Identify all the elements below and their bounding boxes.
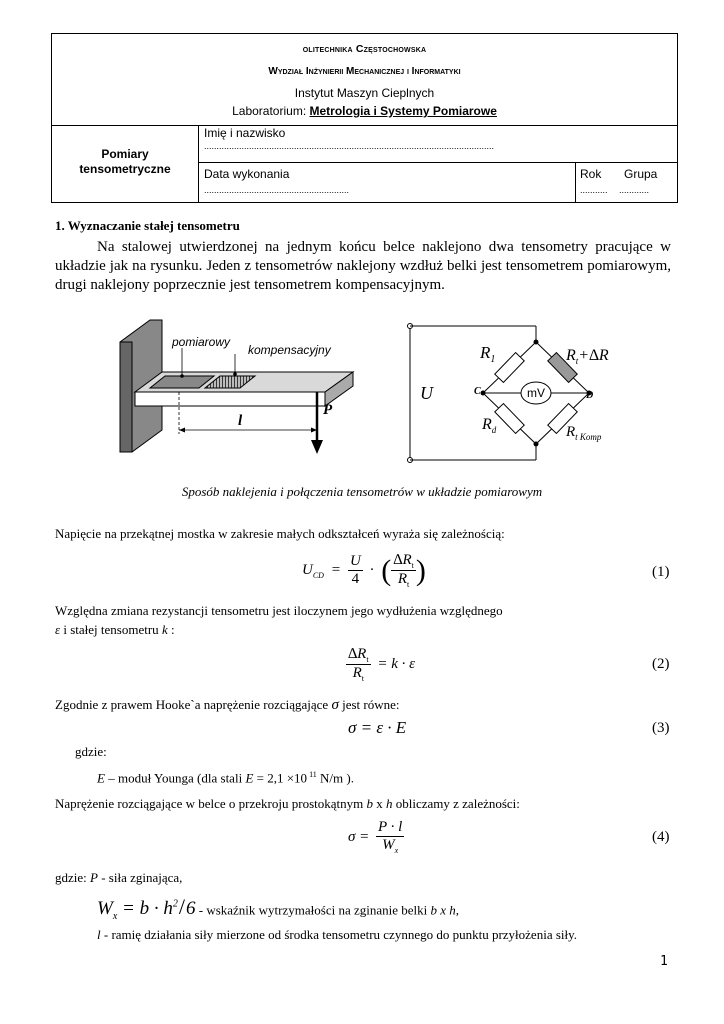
eq5-sub-x: x [112,911,118,923]
equation-number-1: (1) [652,564,670,580]
l-symbol: l [97,927,101,942]
eq2-sub-t1: t [366,655,369,664]
text-beam-stress-start: Naprężenie rozciągające w belce o przekroju prostokątnym [55,796,367,811]
young-unit: N/m ). [316,770,354,786]
equation-2 [346,646,415,683]
date-field[interactable]: .......................................................... [204,185,350,195]
exercise-title-line2: tensometryczne [79,162,171,176]
young-text: – moduł Younga (dla stali [104,770,246,786]
P-symbol: P [90,870,98,885]
eq1-den-4: 4 [351,571,360,587]
label-compensating: kompensacyjny [248,343,331,357]
eq1-sub-t2: t [407,580,410,589]
year-field[interactable]: ........... [580,185,608,195]
university-name: olitechnika Częstochowska [302,43,427,55]
eq1-num-U: U [349,553,361,569]
page-number: 1 [660,954,668,969]
equation-1: $U_{CD}$ = $\frac{U}{4}$ · ( $\frac{\Delta R_t}{R_t}$ ) [302,552,426,589]
eq4-sub-x: x [394,846,399,855]
text-bridge-voltage: Napięcie na przekątnej mostka w zakresie małych odkształceń wyraża się zależnością: [55,526,505,541]
resistor-Rd [495,404,524,434]
exercise-title-cell [52,125,199,202]
young-E: E [97,770,105,786]
sigma-symbol: σ [331,697,339,713]
name-field[interactable]: .................................................................................................................... [204,141,495,151]
label-Rt-komp: $R_{t Komp}$ [566,424,602,442]
eq5-formula: $W_x = b \cdot h^2/6$ [97,894,196,923]
eq1-Rt: R [397,571,408,587]
eq1-dR: ∆R [393,552,412,568]
b-symbol: b [366,796,373,811]
force-arrow [311,440,323,454]
name-label: Imię i nazwisko [204,126,286,140]
text-hooke [55,697,400,714]
year-label: Rok [580,167,602,181]
text-strain-constant [55,622,175,638]
eq1-U: U [302,561,313,578]
faculty-name: Wydział Inżynierii Mechanicznej i Informatyki [268,66,461,77]
section-heading: 1. Wyznaczanie stałej tensometru [55,218,240,233]
label-C: C [474,386,481,397]
eq2-sub-t2: t [361,674,364,683]
resistor-R1 [495,353,524,383]
text-arm-def [97,927,577,943]
header-table [51,33,678,203]
institute-name: Instytut Maszyn Cieplnych [294,86,435,100]
text-beam-stress [55,796,520,812]
label-Rd: $R_d$ [482,416,497,435]
label-R1: $R_1$ [480,343,496,365]
label-U: U [420,383,433,403]
date-row [199,163,677,202]
lab-name: Metrologia i Systemy Pomiarowe [309,104,497,118]
strain-gauge-figure [110,312,620,472]
eq5-six: 6 [185,898,196,920]
equation-number-2: (2) [652,656,670,672]
text-hooke-end: jest równe: [338,697,400,712]
equation-number-4: (4) [652,829,670,845]
eq2-rhs: = k · ε [377,656,416,672]
group-label: Grupa [624,167,658,181]
eps-symbol: ε [55,622,61,637]
lab-line [52,104,677,118]
label-l: l [238,413,243,429]
text-young-modulus [97,770,354,786]
x-symbol: x [373,796,386,811]
exercise-title-line1: Pomiary [101,147,149,161]
young-exponent: 11 [307,770,317,779]
k-symbol: k [161,622,168,637]
eq1-dot: · [369,562,375,578]
young-E2: E [245,770,254,786]
label-mV: mV [527,386,545,400]
header-title-block [52,34,677,126]
figure-caption: Sposób naklejenia i połączenia tensometrów w układzie pomiarowym [181,484,543,499]
eq5-exp: 2 [172,899,178,910]
text-strain-constant-mid: i stałej tensometru [60,622,162,637]
date-label: Data wykonania [204,167,290,181]
lab-prefix: Laboratorium: [232,104,307,118]
label-measuring: pomiarowy [172,335,231,349]
group-field[interactable]: ............ [619,185,650,195]
name-row [199,125,677,163]
l-description: - ramię działania siły mierzone od środka tensometru czynnego do punktu przyłożenia siły. [100,927,578,942]
label-D: D [586,390,594,401]
text-relative-change: Względna zmiana rezystancji tensometru jest iloczynem jego wydłużenia względnego [55,603,503,618]
bridge-circuit [408,324,592,463]
eq1-equals: = [331,562,341,578]
cell-divider [575,163,576,202]
W-description: - wskaźnik wytrzymałości na zginanie belki [195,902,431,918]
gdzie2: gdzie: [55,870,91,885]
equation-4 [348,819,404,855]
eq4-W: W [382,837,395,853]
young-value: = 2,1 ×10 [253,770,308,786]
text-beam-stress-end: obliczamy z zależności: [392,796,520,811]
intro-paragraph: Na stalowej utwierdzonej na jednym końcu belce naklejono dwa tensometry pracujące w układzie jak na rysunku. Jeden z tensometrów naklejony wzdłuż belki jest tensometrem pomiarowym, drugi naklejony poprzecznie jest tensometrem kompensacyjnym. [55,239,671,293]
text-force-def [55,870,182,886]
eq5-W: W [97,898,113,920]
P-description: - siła zginająca, [97,870,183,885]
label-P: P [323,402,333,418]
equation-number-3: (3) [652,720,670,736]
text-gdzie: gdzie: [75,744,107,759]
eq2-dR: ∆R [348,646,367,662]
text-section-modulus [97,892,460,923]
eq1-sub-t1: t [411,561,414,570]
eq1-sub-CD: CD [312,570,324,580]
text-strain-constant-end: : [167,622,175,637]
eq4-sigma: σ = [348,828,370,845]
text-hooke-start: Zgodnie z prawem Hooke`a naprężenie rozciągające [55,697,332,712]
label-Rt-dR: $R_t+\Delta R$ [566,347,609,366]
W-bh: b x h, [430,902,460,918]
equation-3: σ = ε · E [348,718,407,737]
eq5-rhs: = b · h [117,898,173,920]
eq4-num: P · l [378,819,403,835]
h-symbol: h [386,796,393,811]
eq2-R: R [352,665,362,681]
